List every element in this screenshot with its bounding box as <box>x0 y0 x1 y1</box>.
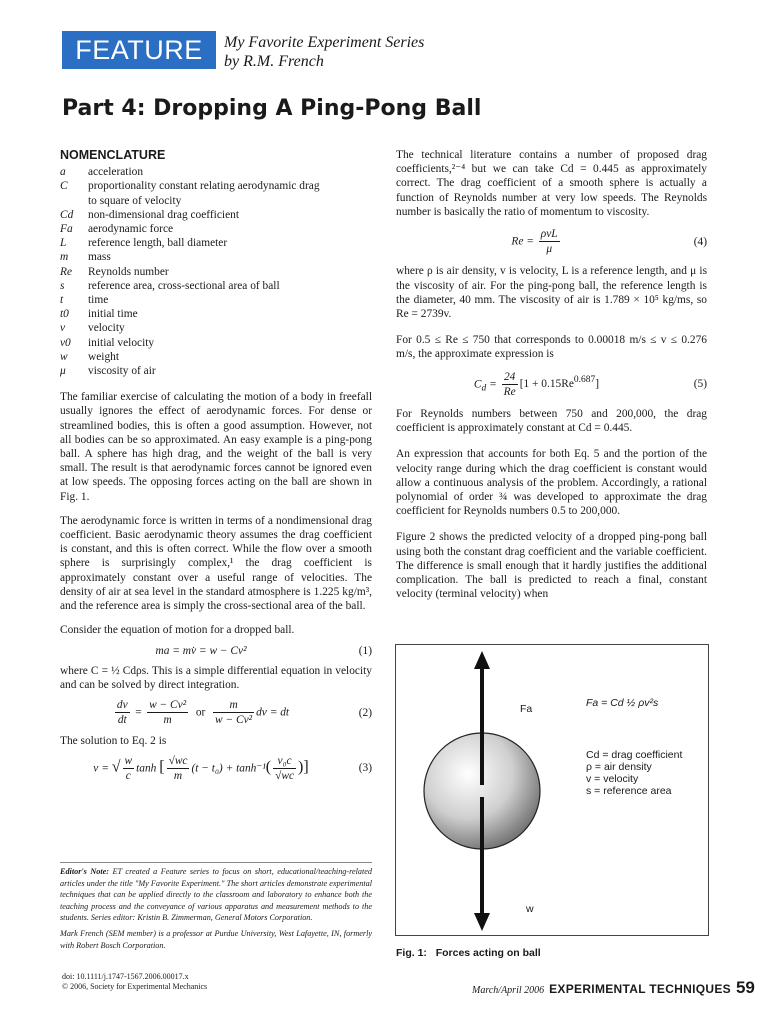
nomenclature-heading: NOMENCLATURE <box>60 148 166 162</box>
nomenclature-item <box>60 350 372 364</box>
paragraph: The technical literature contains a number of proposed drag coefficients,²⁻⁴ but we can take Cd = 0.445 as approximately correct. The drag coefficient of a smooth sphere is actually a function of Reynolds number at very low speeds. The Reynolds number is basically the ratio of momentum to viscosity. <box>396 149 707 218</box>
nomenclature-symbol: L <box>60 237 67 250</box>
editor-note-text: ET created a Feature series to focus on short, educational/teaching-related articles under the title "My Favorite Experiment." The short articles demonstrate experimental techniques that can be applied directly to the classroom and laboratory to enhance both the teaching process and the conveyance of various apparatus and measurement methods to the students. Series editor: Kristin B. Zimmerman, General Motors Corporation. <box>60 867 372 923</box>
nomenclature-symbol: s <box>60 279 65 292</box>
figure-caption <box>396 947 541 959</box>
figure-caption-label: Fig. 1: <box>396 947 427 959</box>
feature-badge: FEATURE <box>62 31 216 69</box>
paragraph: The solution to Eq. 2 is <box>60 734 167 747</box>
paragraph: An expression that accounts for both Eq. 5 and the portion of the velocity range during which the drag coefficient is constant would allow a continuous analysis of the problem. Accordingly, a rational polynomial of order ¾ was developed to approximate the drag coefficient for Reynolds numbers 0.5 to 200,000. <box>396 448 707 518</box>
equation-2-or: or <box>195 706 206 719</box>
nomenclature-item <box>60 336 372 350</box>
figure-1 <box>395 644 709 936</box>
editor-note-divider <box>60 862 372 863</box>
nomenclature-list <box>60 165 372 378</box>
paragraph: Consider the equation of motion for a dropped ball. <box>60 624 295 637</box>
legend-entry: v = velocity <box>586 773 639 785</box>
nomenclature-symbol: v <box>60 322 66 335</box>
fa-label: Fa <box>520 703 533 715</box>
nomenclature-symbol: Fa <box>60 223 73 236</box>
equation-5-body: $C_d$ = $\frac{24}{Re}$ $[1 + 0.15Re^{0.687}]$ <box>473 370 600 398</box>
nomenclature-item <box>60 279 372 293</box>
equation-2-number: (2) <box>358 706 372 719</box>
nomenclature-definition: weight <box>88 350 120 363</box>
editor-note-label: Editor's Note: <box>60 867 109 876</box>
nomenclature-definition: velocity <box>88 322 125 335</box>
paragraph: For Reynolds numbers between 750 and 200,000, the drag coefficient is approximately constant at Cd = 0.445. <box>396 408 707 435</box>
equation-2-body: $\frac{dv}{dt}$ = $\frac{\text{w − Cv²}}{m}$ or $\frac{m}{\text{w − Cv²}}$ dv = dt <box>116 699 290 727</box>
right-column <box>396 148 707 601</box>
equation-4-body: Re = $\frac{\text{ρvL}}{\mu}$ <box>511 228 558 256</box>
nomenclature-symbol: a <box>60 166 66 179</box>
series-title: My Favorite Experiment Series <box>224 34 425 51</box>
nomenclature-symbol: μ <box>60 365 66 378</box>
author-info: Mark French (SEM member) is a professor at Purdue University, West Lafayette, IN, formerly with Robert Bosch Corporation. <box>60 928 372 950</box>
nomenclature-definition: aerodynamic force <box>88 223 174 236</box>
legend-entry: ρ = air density <box>586 761 652 773</box>
nomenclature-definition: initial time <box>88 308 138 321</box>
paragraph: where C = ½ Cdρs. This is a simple differential equation in velocity and can be solved by direct integration. <box>60 664 372 691</box>
equation-3-body: v = √ $\frac{w}{c}$ tanh [ $\frac{√wc}{m}$ (t − t₀) + tanh⁻¹( $\frac{\text{v₀c}}{√wc}$ )] <box>93 754 309 782</box>
equation-3 <box>60 754 372 783</box>
legend-entry: s = reference area <box>586 785 672 797</box>
legend-entry: Cd = drag coefficient <box>586 749 683 761</box>
nomenclature-item <box>60 250 372 264</box>
nomenclature-symbol: C <box>60 180 68 193</box>
paragraph: The aerodynamic force is written in terms of a nondimensional drag coefficient. Basic aerodynamic theory assumes the drag coefficient is constant, and this is often correct. While the flow over a smooth sphere is surprisingly complex,¹ the drag coefficient is approximately constant over a useful range of velocities. The density of air at sea level in the standard atmosphere is 1.225 kg/m³, and the reference area is simply the cross-sectional area of the ball. <box>60 514 372 613</box>
footer-left <box>62 972 207 992</box>
journal-footer <box>472 978 755 998</box>
weight-arrow-head <box>474 913 490 931</box>
figure-caption-text: Forces acting on ball <box>435 947 541 959</box>
nomenclature-definition: reference length, ball diameter <box>88 237 228 250</box>
editor-note <box>60 866 372 951</box>
nomenclature-definition: reference area, cross-sectional area of ball <box>88 279 280 292</box>
paragraph: For 0.5 ≤ Re ≤ 750 that corresponds to 0.00018 m/s ≤ v ≤ 0.276 m/s, the approximate expression is <box>396 334 707 361</box>
issue-date: March/April 2006 <box>472 985 545 996</box>
nomenclature-symbol: Re <box>60 265 73 278</box>
equation-1-body: ma = mv̇ = w − Cv² <box>155 644 247 657</box>
nomenclature-symbol: m <box>60 251 69 264</box>
nomenclature-symbol: t0 <box>60 308 69 321</box>
journal-name: EXPERIMENTAL TECHNIQUES <box>549 982 731 996</box>
equation-1-number: (1) <box>358 644 372 657</box>
nomenclature-definition: viscosity of air <box>88 365 156 378</box>
nomenclature-definition: Reynolds number <box>88 265 169 278</box>
series-info <box>224 33 424 71</box>
nomenclature-item <box>60 208 372 222</box>
nomenclature-item <box>60 307 372 321</box>
equation-4 <box>396 227 707 256</box>
nomenclature-symbol: v0 <box>60 336 71 349</box>
equation-4-number: (4) <box>693 235 707 248</box>
article-title: Part 4: Dropping A Ping-Pong Ball <box>62 96 482 121</box>
paragraph: The familiar exercise of calculating the motion of a body in freefall usually ignores the effect of aerodynamic forces. For dense or streamlined bodies, this is often a good assumption. However, not all bodies can be so approximated. An easy example is a ping-pong ball. A sphere has high drag, and the weight of the ball is very small. The result is that aerodynamic forces cannot be ignored even at low speeds. The opposing forces acting on the ball are shown in Fig. 1. <box>60 391 372 503</box>
nomenclature-item <box>60 165 372 179</box>
equation-3-number: (3) <box>358 762 372 775</box>
nomenclature-definition: initial velocity <box>88 336 155 349</box>
nomenclature-definition: time <box>88 294 109 307</box>
nomenclature-item <box>60 293 372 307</box>
nomenclature-symbol: t <box>60 294 64 307</box>
nomenclature-definition: acceleration <box>88 166 144 179</box>
equation-5-number: (5) <box>693 378 707 391</box>
equation-1 <box>60 644 372 658</box>
nomenclature-definition: mass <box>88 251 111 264</box>
force-equation: Fa = Cd ½ ρv²s <box>586 697 659 709</box>
equation-5 <box>396 370 707 399</box>
nomenclature-item <box>60 179 372 193</box>
series-author: by R.M. French <box>224 53 324 70</box>
figure-legend <box>586 749 682 797</box>
nomenclature-symbol: w <box>60 350 68 363</box>
nomenclature-symbol: Cd <box>60 208 74 221</box>
page-number: 59 <box>735 978 755 997</box>
nomenclature-definition: non-dimensional drag coefficient <box>88 208 239 221</box>
nomenclature-item <box>60 265 372 279</box>
nomenclature-definition-continued: to square of velocity <box>88 194 182 207</box>
doi: doi: 10.1111/j.1747-1567.2006.00017.x <box>62 972 189 981</box>
paragraph: where ρ is air density, v is velocity, L is a reference length, and μ is the viscosity of air. For the ping-pong ball, the reference length is the diameter, 40 mm. The viscosity of air is 1.789 × 10⁵ kg/ms, so Re = 2739v. <box>396 265 707 321</box>
nomenclature-item <box>60 236 372 250</box>
copyright: © 2006, Society for Experimental Mechanics <box>62 982 208 991</box>
drag-arrow-head <box>474 651 490 669</box>
nomenclature-item <box>60 222 372 236</box>
left-column <box>60 148 372 789</box>
equation-2 <box>60 698 372 727</box>
w-label: w <box>526 903 534 915</box>
nomenclature-item <box>60 364 372 378</box>
nomenclature-item <box>60 321 372 335</box>
nomenclature-definition: proportionality constant relating aerodynamic drag <box>88 180 320 193</box>
paragraph: Figure 2 shows the predicted velocity of a dropped ping-pong ball using both the constant drag coefficient and the variable coefficient. The difference is small enough that it hardly justifies the additional complication. The ball is predicted to reach a final, constant velocity (terminal velocity) when <box>396 531 707 601</box>
